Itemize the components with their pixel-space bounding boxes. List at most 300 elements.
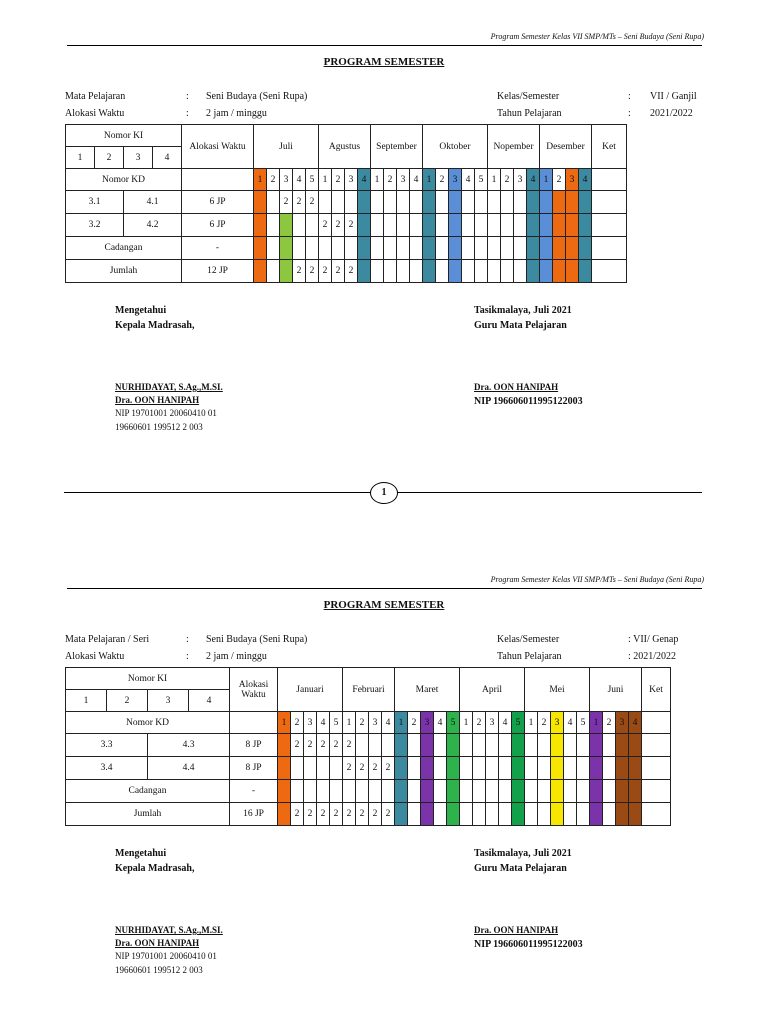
- header-rule: [67, 45, 702, 46]
- week-cell: [577, 803, 590, 826]
- week-cell: 2: [293, 260, 306, 283]
- mapel-value: Seni Budaya (Seni Rupa): [206, 91, 308, 102]
- tahun-label: Tahun Pelajaran: [497, 651, 562, 662]
- row-label: Cadangan: [66, 780, 230, 803]
- doc-title: PROGRAM SEMESTER: [323, 56, 445, 68]
- week-cell: [278, 780, 291, 803]
- nomor-kd-header: Nomor KD: [66, 169, 182, 191]
- header-row: [66, 125, 627, 147]
- kd-cell: 3.4: [66, 757, 148, 780]
- week-cell: [293, 237, 306, 260]
- week-cell: [553, 191, 566, 214]
- alokasi-cell: 16 JP: [230, 803, 278, 826]
- ki-number: 3: [148, 690, 189, 712]
- week-cell: [330, 780, 343, 803]
- nomor-ki-header: Nomor KI: [66, 668, 230, 690]
- week-cell: 2: [356, 757, 369, 780]
- sig-left-line2: Kepala Madrasah,: [115, 320, 195, 331]
- kd-cell: 3.2: [66, 214, 124, 237]
- week-cell: [629, 803, 642, 826]
- month-header: April: [460, 668, 525, 712]
- week-cell: [397, 260, 410, 283]
- week-cell: [473, 803, 486, 826]
- alokasi-cell: -: [230, 780, 278, 803]
- week-cell: [525, 734, 538, 757]
- month-header: Nopember: [488, 125, 540, 169]
- week-cell: [501, 237, 514, 260]
- week-number: 1: [423, 169, 436, 191]
- week-cell: [410, 237, 423, 260]
- month-header: Oktober: [423, 125, 488, 169]
- week-cell: [629, 757, 642, 780]
- week-number: 1: [254, 169, 267, 191]
- mapel-colon: :: [186, 91, 189, 102]
- week-cell: [434, 734, 447, 757]
- week-cell: [629, 780, 642, 803]
- week-cell: [304, 780, 317, 803]
- ket-cell: [642, 757, 671, 780]
- week-cell: [434, 780, 447, 803]
- week-cell: [293, 214, 306, 237]
- kd-cell: 3.3: [66, 734, 148, 757]
- kelas-value: VII / Ganjil: [650, 91, 697, 102]
- sig-left-name: NURHIDAYAT, S.Ag.,M.SI.: [115, 382, 223, 392]
- sig-left-nip: NIP 19701001 20060410 01: [115, 408, 217, 418]
- week-cell: [397, 214, 410, 237]
- week-cell: [410, 260, 423, 283]
- week-cell: [356, 780, 369, 803]
- week-number: 1: [343, 712, 356, 734]
- week-cell: [384, 237, 397, 260]
- week-cell: [280, 214, 293, 237]
- week-cell: [579, 237, 592, 260]
- week-number: 3: [280, 169, 293, 191]
- week-cell: [460, 757, 473, 780]
- week-cell: [475, 260, 488, 283]
- week-number: 2: [436, 169, 449, 191]
- page-number: 1: [370, 482, 398, 504]
- tahun-value: : 2021/2022: [628, 651, 677, 662]
- month-header: Januari: [278, 668, 343, 712]
- semester-table: [65, 124, 627, 283]
- week-cell: [603, 780, 616, 803]
- ket-cell: [592, 237, 627, 260]
- sig-left-name2: Dra. OON HANIPAH: [115, 395, 200, 405]
- week-number: 1: [488, 169, 501, 191]
- week-number: 2: [501, 169, 514, 191]
- week-number: 2: [553, 169, 566, 191]
- week-cell: [499, 780, 512, 803]
- alokasi-blank: [230, 712, 278, 734]
- week-number: 3: [397, 169, 410, 191]
- week-number: 4: [579, 169, 592, 191]
- kd-cell: 4.1: [124, 191, 182, 214]
- week-number: 4: [434, 712, 447, 734]
- week-cell: 2: [343, 803, 356, 826]
- week-cell: [577, 757, 590, 780]
- week-cell: [278, 734, 291, 757]
- week-number: 2: [384, 169, 397, 191]
- week-cell: [436, 191, 449, 214]
- week-cell: [553, 237, 566, 260]
- alokasi-cell: 12 JP: [182, 260, 254, 283]
- week-cell: [447, 757, 460, 780]
- week-cell: [590, 757, 603, 780]
- week-cell: [278, 803, 291, 826]
- month-header: Agustus: [319, 125, 371, 169]
- week-cell: [408, 780, 421, 803]
- sig-left-nip: NIP 19701001 20060410 01: [115, 951, 217, 961]
- week-cell: [280, 237, 293, 260]
- week-number: 1: [590, 712, 603, 734]
- week-cell: [397, 237, 410, 260]
- week-cell: 2: [304, 734, 317, 757]
- week-cell: [566, 191, 579, 214]
- week-cell: [460, 780, 473, 803]
- week-number: 2: [408, 712, 421, 734]
- week-cell: [616, 757, 629, 780]
- kd-cell: 4.3: [148, 734, 230, 757]
- week-cell: [462, 237, 475, 260]
- week-cell: [473, 757, 486, 780]
- week-cell: [564, 803, 577, 826]
- ket-cell: [642, 780, 671, 803]
- week-cell: 2: [382, 757, 395, 780]
- week-number: 5: [330, 712, 343, 734]
- week-cell: 2: [330, 734, 343, 757]
- week-cell: [525, 803, 538, 826]
- week-cell: [488, 237, 501, 260]
- week-cell: [551, 757, 564, 780]
- week-cell: [278, 757, 291, 780]
- week-number: 1: [278, 712, 291, 734]
- week-cell: [540, 260, 553, 283]
- week-cell: [501, 191, 514, 214]
- week-number: 3: [449, 169, 462, 191]
- ket-cell: [592, 260, 627, 283]
- week-cell: 2: [291, 734, 304, 757]
- week-cell: 2: [304, 803, 317, 826]
- ki-number: 3: [124, 147, 153, 169]
- week-cell: [358, 237, 371, 260]
- week-cell: [540, 214, 553, 237]
- week-cell: [538, 757, 551, 780]
- header-rule: [67, 588, 702, 589]
- sig-left-name2: Dra. OON HANIPAH: [115, 938, 200, 948]
- month-header: Mei: [525, 668, 590, 712]
- ki-number: 2: [107, 690, 148, 712]
- week-cell: 2: [332, 260, 345, 283]
- week-cell: [382, 780, 395, 803]
- week-number: 2: [473, 712, 486, 734]
- tahun-colon: :: [628, 108, 631, 119]
- data-row: [66, 803, 671, 826]
- week-number: 3: [551, 712, 564, 734]
- alokasi-value: 2 jam / minggu: [206, 651, 267, 662]
- week-cell: [291, 757, 304, 780]
- week-cell: [475, 214, 488, 237]
- week-number: 3: [304, 712, 317, 734]
- week-cell: [304, 757, 317, 780]
- week-cell: [551, 734, 564, 757]
- week-cell: 2: [382, 803, 395, 826]
- week-cell: [371, 214, 384, 237]
- header-note: Program Semester Kelas VII SMP/MTs – Seni Budaya (Seni Rupa): [490, 32, 704, 41]
- week-cell: [371, 237, 384, 260]
- week-cell: [317, 757, 330, 780]
- week-cell: 2: [306, 260, 319, 283]
- week-cell: [566, 214, 579, 237]
- week-cell: [369, 734, 382, 757]
- alokasi-cell: 8 JP: [230, 757, 278, 780]
- week-cell: [436, 260, 449, 283]
- week-cell: [551, 803, 564, 826]
- week-number: 5: [577, 712, 590, 734]
- week-cell: [514, 260, 527, 283]
- week-number: 5: [512, 712, 525, 734]
- week-cell: [267, 214, 280, 237]
- row-label: Cadangan: [66, 237, 182, 260]
- week-cell: [512, 757, 525, 780]
- ket-cell: [642, 803, 671, 826]
- alokasi-header: Alokasi Waktu: [230, 668, 278, 712]
- week-cell: [577, 734, 590, 757]
- week-cell: [358, 191, 371, 214]
- week-cell: [462, 191, 475, 214]
- sig-right-line2: Guru Mata Pelajaran: [474, 863, 567, 874]
- week-cell: [566, 237, 579, 260]
- week-cell: [449, 191, 462, 214]
- week-cell: [358, 260, 371, 283]
- week-cell: [254, 260, 267, 283]
- week-cell: 2: [317, 803, 330, 826]
- week-number: 1: [371, 169, 384, 191]
- week-number: 3: [345, 169, 358, 191]
- week-number: 3: [616, 712, 629, 734]
- header-note: Program Semester Kelas VII SMP/MTs – Seni Budaya (Seni Rupa): [490, 575, 704, 584]
- sig-right-line1: Tasikmalaya, Juli 2021: [474, 848, 572, 859]
- week-cell: [577, 780, 590, 803]
- month-header: Juli: [254, 125, 319, 169]
- week-number: 2: [267, 169, 280, 191]
- week-cell: [317, 780, 330, 803]
- week-row: [66, 169, 627, 191]
- kelas-value: : VII/ Genap: [628, 634, 679, 645]
- week-cell: [475, 237, 488, 260]
- week-cell: [421, 757, 434, 780]
- data-row: [66, 191, 627, 214]
- ket-blank: [592, 169, 627, 191]
- week-number: 5: [306, 169, 319, 191]
- week-cell: [460, 734, 473, 757]
- sig-right-name: Dra. OON HANIPAH: [474, 382, 559, 392]
- week-number: 5: [447, 712, 460, 734]
- week-cell: [603, 757, 616, 780]
- sig-right-nip: NIP 196606011995122003: [474, 396, 583, 407]
- week-cell: [345, 237, 358, 260]
- week-cell: [384, 260, 397, 283]
- week-cell: [319, 191, 332, 214]
- sig-right-line2: Guru Mata Pelajaran: [474, 320, 567, 331]
- week-cell: [358, 214, 371, 237]
- week-cell: 2: [330, 803, 343, 826]
- week-number: 1: [525, 712, 538, 734]
- week-number: 4: [293, 169, 306, 191]
- week-cell: [423, 237, 436, 260]
- alokasi-label: Alokasi Waktu: [65, 108, 125, 119]
- week-cell: [514, 214, 527, 237]
- week-cell: [603, 803, 616, 826]
- alokasi-colon: :: [186, 651, 189, 662]
- ket-cell: [642, 734, 671, 757]
- week-number: 1: [460, 712, 473, 734]
- week-cell: [291, 780, 304, 803]
- week-cell: [423, 214, 436, 237]
- week-cell: 2: [369, 803, 382, 826]
- week-cell: [423, 191, 436, 214]
- sig-left-nip2: 19660601 199512 2 003: [115, 422, 203, 432]
- alokasi-cell: 8 JP: [230, 734, 278, 757]
- mapel-colon: :: [186, 634, 189, 645]
- week-cell: [499, 734, 512, 757]
- week-cell: [540, 237, 553, 260]
- week-cell: [254, 237, 267, 260]
- week-cell: 2: [319, 214, 332, 237]
- week-cell: [408, 757, 421, 780]
- week-cell: [356, 734, 369, 757]
- week-cell: [527, 191, 540, 214]
- ki-number: 4: [153, 147, 182, 169]
- week-cell: [345, 191, 358, 214]
- week-number: 4: [410, 169, 423, 191]
- week-cell: [553, 260, 566, 283]
- week-cell: 2: [345, 214, 358, 237]
- week-cell: [564, 780, 577, 803]
- week-cell: [538, 803, 551, 826]
- kd-cell: 4.4: [148, 757, 230, 780]
- week-cell: [447, 734, 460, 757]
- week-cell: [579, 260, 592, 283]
- week-row: [66, 712, 671, 734]
- week-cell: [267, 260, 280, 283]
- week-number: 4: [462, 169, 475, 191]
- week-cell: [384, 191, 397, 214]
- ket-header: Ket: [642, 668, 671, 712]
- week-cell: 2: [369, 757, 382, 780]
- sig-right-nip: NIP 196606011995122003: [474, 939, 583, 950]
- week-cell: [486, 757, 499, 780]
- week-cell: [499, 757, 512, 780]
- week-cell: [512, 780, 525, 803]
- week-cell: 2: [280, 191, 293, 214]
- week-cell: [527, 214, 540, 237]
- week-number: 2: [356, 712, 369, 734]
- data-row: [66, 734, 671, 757]
- week-cell: [616, 780, 629, 803]
- nomor-kd-header: Nomor KD: [66, 712, 230, 734]
- week-cell: [551, 780, 564, 803]
- week-cell: [514, 191, 527, 214]
- alokasi-value: 2 jam / minggu: [206, 108, 267, 119]
- nomor-ki-header: Nomor KI: [66, 125, 182, 147]
- week-number: 4: [358, 169, 371, 191]
- alokasi-colon: :: [186, 108, 189, 119]
- week-cell: [564, 757, 577, 780]
- week-cell: [254, 191, 267, 214]
- week-cell: [501, 260, 514, 283]
- week-cell: [527, 237, 540, 260]
- data-row: [66, 757, 671, 780]
- week-number: 1: [540, 169, 553, 191]
- semester-table: [65, 667, 671, 826]
- week-cell: [488, 191, 501, 214]
- week-number: 2: [291, 712, 304, 734]
- sig-left-name: NURHIDAYAT, S.Ag.,M.SI.: [115, 925, 223, 935]
- week-cell: [332, 191, 345, 214]
- sig-left-line1: Mengetahui: [115, 848, 167, 859]
- week-cell: [397, 191, 410, 214]
- week-number: 2: [332, 169, 345, 191]
- month-header: Februari: [343, 668, 395, 712]
- week-cell: [254, 214, 267, 237]
- alokasi-blank: [182, 169, 254, 191]
- alokasi-label: Alokasi Waktu: [65, 651, 125, 662]
- week-cell: [395, 803, 408, 826]
- week-number: 5: [475, 169, 488, 191]
- week-cell: [460, 803, 473, 826]
- kelas-colon: :: [628, 91, 631, 102]
- week-cell: [616, 734, 629, 757]
- week-cell: [525, 757, 538, 780]
- week-number: 3: [514, 169, 527, 191]
- week-cell: [488, 260, 501, 283]
- week-cell: [306, 237, 319, 260]
- week-cell: [616, 803, 629, 826]
- week-cell: [343, 780, 356, 803]
- month-header: Desember: [540, 125, 592, 169]
- week-cell: 2: [306, 191, 319, 214]
- week-cell: 2: [343, 757, 356, 780]
- week-cell: [512, 734, 525, 757]
- week-cell: [267, 237, 280, 260]
- week-cell: 2: [319, 260, 332, 283]
- week-cell: [330, 757, 343, 780]
- alokasi-cell: 6 JP: [182, 191, 254, 214]
- sig-left-nip2: 19660601 199512 2 003: [115, 965, 203, 975]
- week-cell: [408, 734, 421, 757]
- week-number: 4: [527, 169, 540, 191]
- week-cell: [449, 214, 462, 237]
- week-cell: [449, 260, 462, 283]
- week-cell: [447, 803, 460, 826]
- month-header: September: [371, 125, 423, 169]
- sig-right-name: Dra. OON HANIPAH: [474, 925, 559, 935]
- week-cell: [473, 780, 486, 803]
- week-cell: [566, 260, 579, 283]
- data-row: [66, 237, 627, 260]
- alokasi-header: Alokasi Waktu: [182, 125, 254, 169]
- sig-left-line2: Kepala Madrasah,: [115, 863, 195, 874]
- tahun-value: 2021/2022: [650, 108, 693, 119]
- week-cell: [475, 191, 488, 214]
- week-cell: 2: [293, 191, 306, 214]
- ki-number: 4: [189, 690, 230, 712]
- sig-right-line1: Tasikmalaya, Juli 2021: [474, 305, 572, 316]
- mapel-label: Mata Pelajaran: [65, 91, 126, 102]
- week-cell: [395, 780, 408, 803]
- week-cell: [590, 803, 603, 826]
- week-cell: [319, 237, 332, 260]
